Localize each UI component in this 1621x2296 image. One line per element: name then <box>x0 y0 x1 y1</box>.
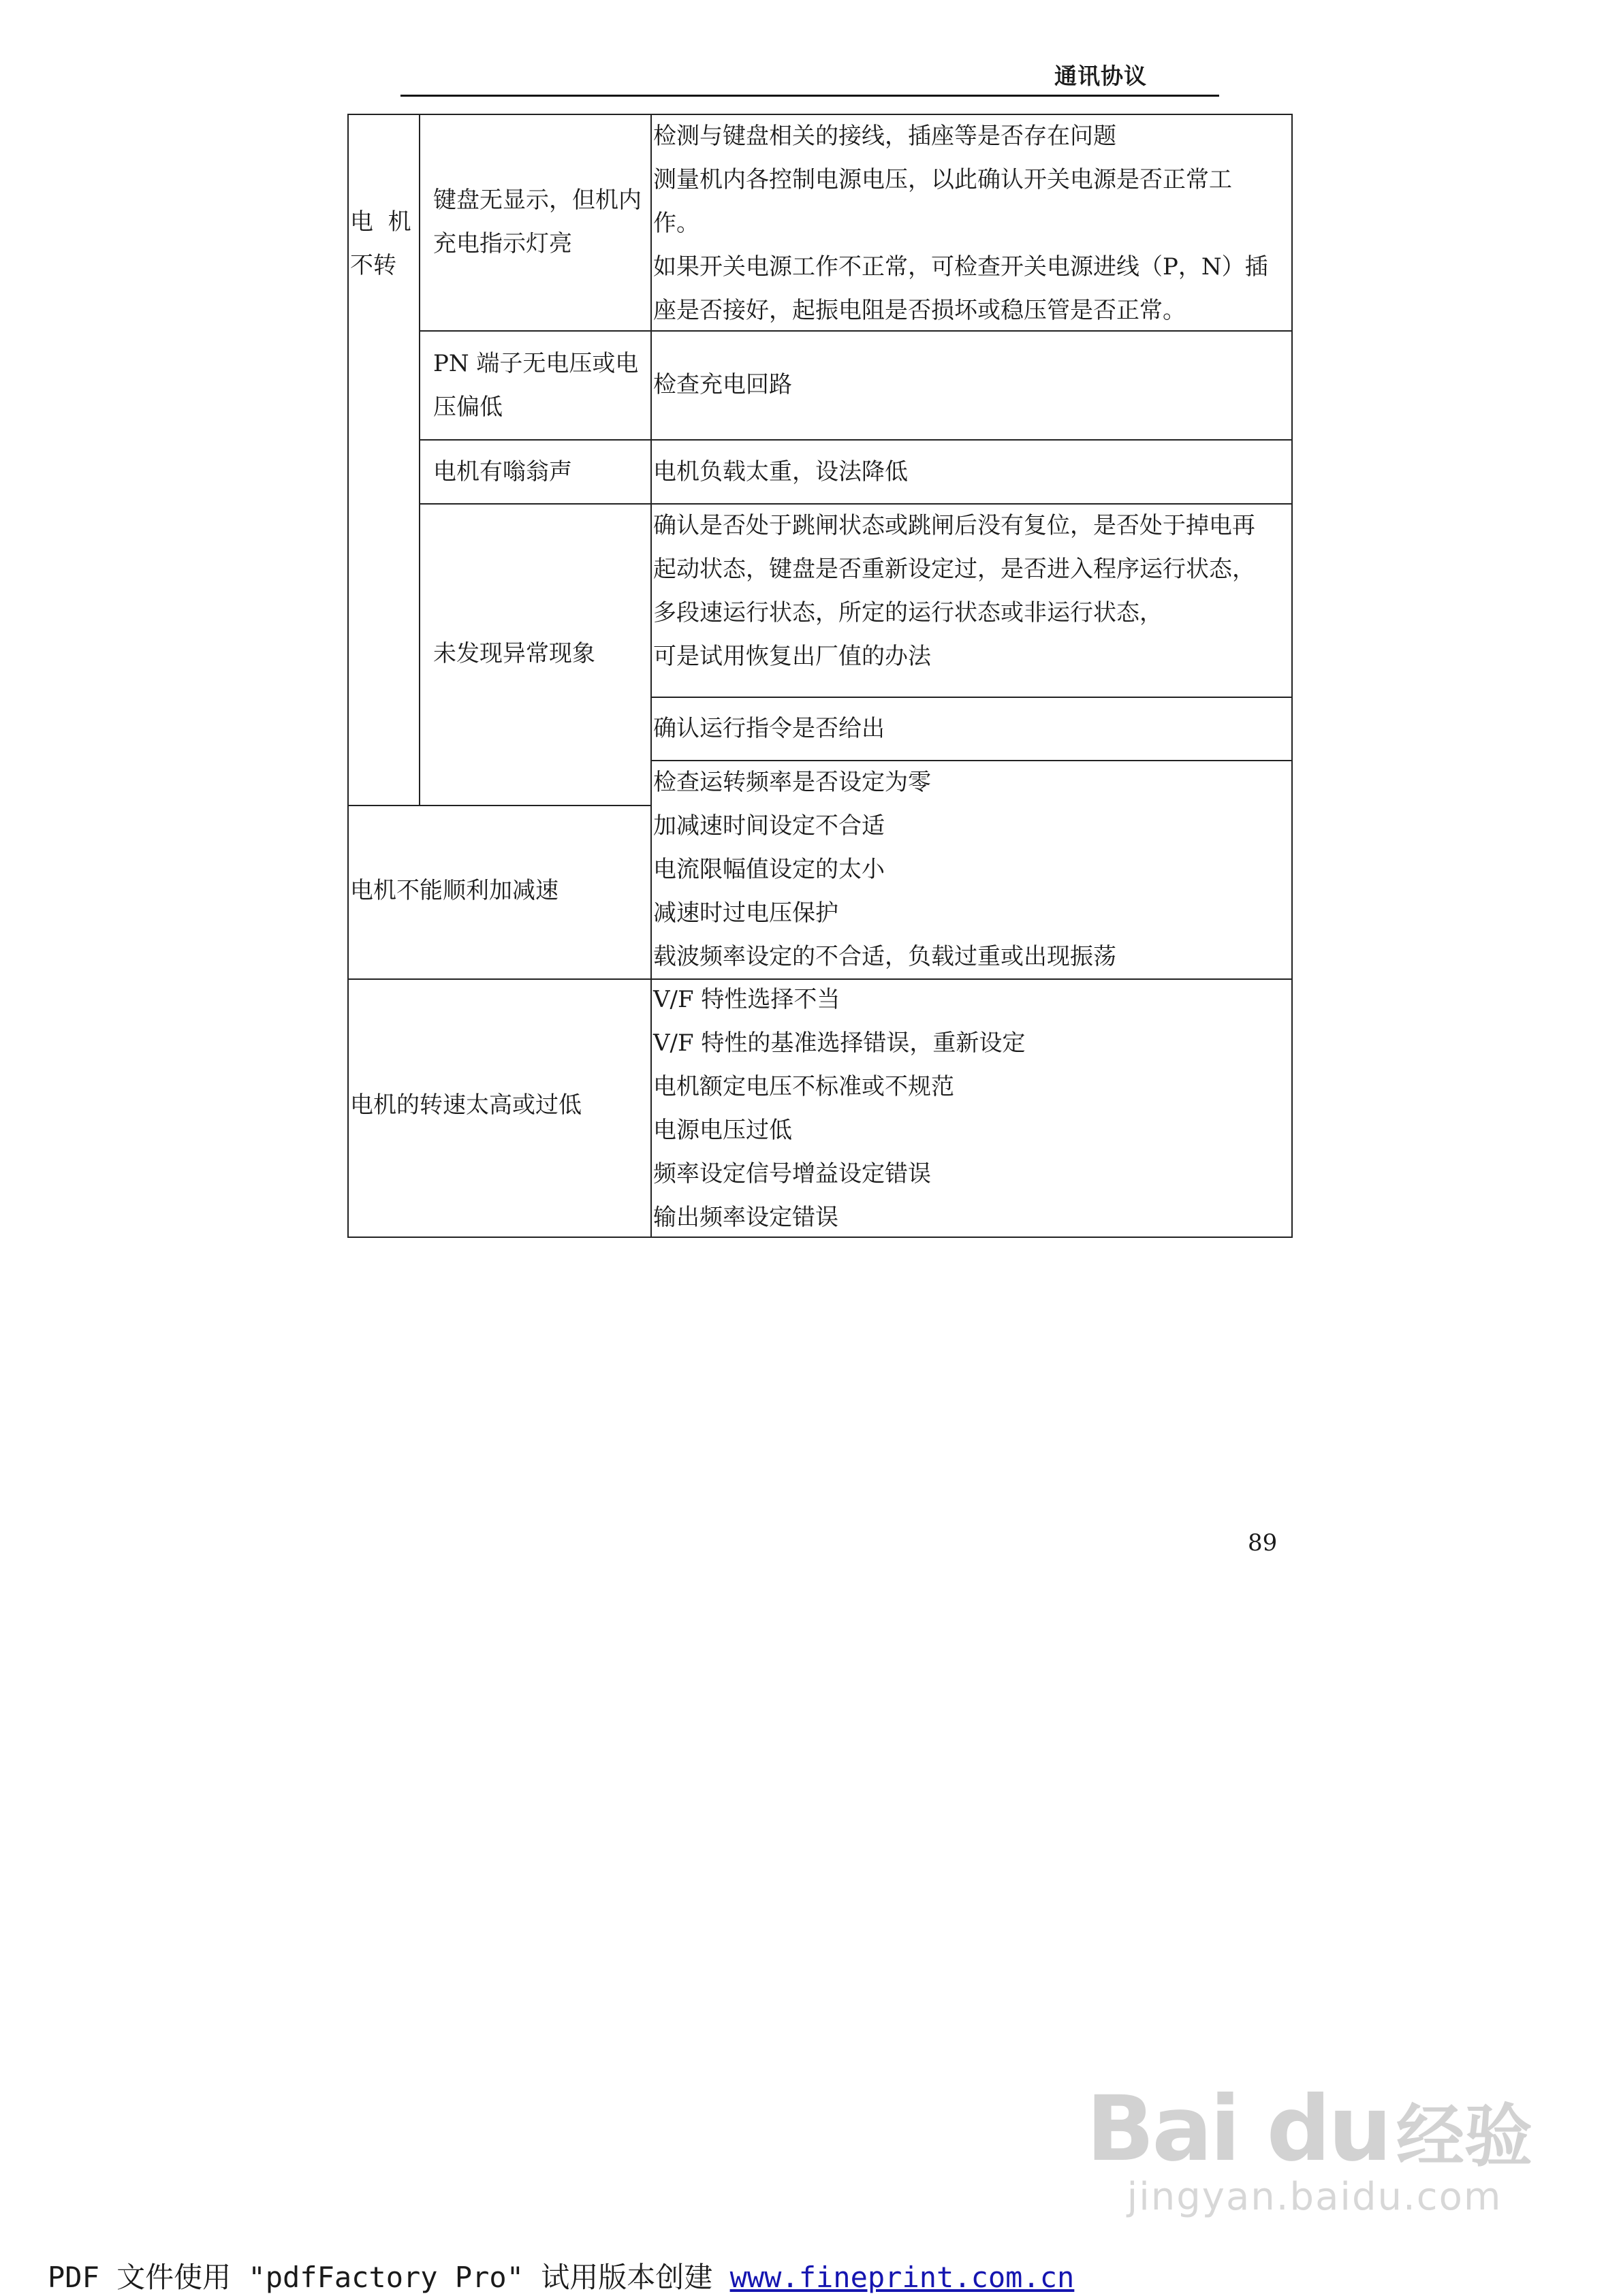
cause-cell <box>433 632 595 675</box>
table-col-divider <box>419 114 420 806</box>
cause-line: 充电指示灯亮 <box>433 230 572 257</box>
group-label-line: 不转 <box>350 252 396 279</box>
remedy-cell <box>653 114 1268 332</box>
table-row-divider <box>347 805 651 806</box>
page-number: 89 <box>1248 1529 1278 1557</box>
baidu-jingyan-watermark <box>1086 2077 1532 2219</box>
page-header-title: 通讯协议 <box>1054 63 1147 89</box>
remedy-line: 检查充电回路 <box>653 371 792 398</box>
cause-line: 键盘无显示，但机内 <box>433 187 642 214</box>
header-rule <box>400 95 1219 97</box>
remedy-line: 加减速时间设定不合适 <box>653 812 885 840</box>
remedy-line: 如果开关电源工作不正常，可检查开关电源进线（P，N）插 <box>653 253 1268 281</box>
pdf-footer <box>48 2255 1074 2296</box>
group-label-speed-abnormal <box>350 1083 582 1127</box>
remedy-cell <box>653 761 931 804</box>
footer-text: PDF 文件使用 "pdfFactory Pro" 试用版本创建 <box>48 2261 730 2294</box>
remedy-line: 输出频率设定错误 <box>653 1204 838 1231</box>
remedy-line: 频率设定信号增益设定错误 <box>653 1160 931 1187</box>
watermark-cn: 经验 <box>1396 2096 1532 2176</box>
remedy-line: 电机负载太重，设法降低 <box>653 458 908 485</box>
remedy-line: 确认是否处于跳闸状态或跳闸后没有复位，是否处于掉电再 <box>653 512 1255 539</box>
group-label-line: 电机的转速太高或过低 <box>350 1091 582 1119</box>
cause-line: 压偏低 <box>433 394 503 421</box>
watermark-brand: Bai du <box>1086 2077 1389 2182</box>
remedy-cell <box>653 707 885 750</box>
remedy-cell <box>653 978 1025 1239</box>
cause-cell <box>433 342 638 429</box>
remedy-line: 电机额定电压不标准或不规范 <box>653 1073 954 1100</box>
remedy-line: 检查运转频率是否设定为零 <box>653 769 931 796</box>
group-label-motor-not-running <box>350 200 411 287</box>
remedy-line: 测量机内各控制电源电压，以此确认开关电源是否正常工 <box>653 166 1232 193</box>
remedy-line: V/F 特性的基准选择错误，重新设定 <box>653 1030 1026 1057</box>
remedy-line: 起动状态，键盘是否重新设定过，是否进入程序运行状态， <box>653 556 1255 583</box>
remedy-line: 作。 <box>653 210 699 237</box>
remedy-line: 座是否接好，起振电阻是否损坏或稳压管是否正常。 <box>653 297 1186 324</box>
remedy-line: 电源电压过低 <box>653 1117 792 1144</box>
remedy-line: 载波频率设定的不合适，负载过重或出现振荡 <box>653 943 1116 970</box>
remedy-line: 电流限幅值设定的太小 <box>653 856 885 883</box>
remedy-line: 可是试用恢复出厂值的办法 <box>653 643 931 670</box>
remedy-line: 检测与键盘相关的接线，插座等是否存在问题 <box>653 123 1116 150</box>
remedy-cell <box>653 450 908 494</box>
group-label-accel-decel <box>350 869 558 912</box>
footer-link[interactable]: www.fineprint.com.cn <box>729 2261 1075 2294</box>
table-row-divider <box>419 439 1291 441</box>
cause-cell <box>433 178 642 266</box>
table-border-left <box>347 114 349 1238</box>
watermark-url: jingyan.baidu.com <box>1127 2175 1502 2219</box>
remedy-line: 确认运行指令是否给出 <box>653 715 885 742</box>
group-label-line: 电 机 <box>350 208 411 236</box>
cause-line: 未发现异常现象 <box>433 640 595 667</box>
cause-line: 电机有嗡翁声 <box>433 458 572 485</box>
remedy-line: V/F 特性选择不当 <box>653 986 840 1013</box>
cause-cell <box>433 450 572 494</box>
remedy-line: 多段速运行状态，所定的运行状态或非运行状态， <box>653 599 1163 626</box>
remedy-cell <box>653 504 1255 678</box>
remedy-cell <box>653 363 792 406</box>
cause-line: PN 端子无电压或电 <box>433 350 639 377</box>
table-col-divider <box>650 114 652 1238</box>
group-label-line: 电机不能顺利加减速 <box>350 877 558 904</box>
remedy-cell <box>653 804 1116 978</box>
table-row-divider <box>651 697 1291 698</box>
table-border-right <box>1291 114 1293 1238</box>
remedy-line: 减速时过电压保护 <box>653 899 838 927</box>
